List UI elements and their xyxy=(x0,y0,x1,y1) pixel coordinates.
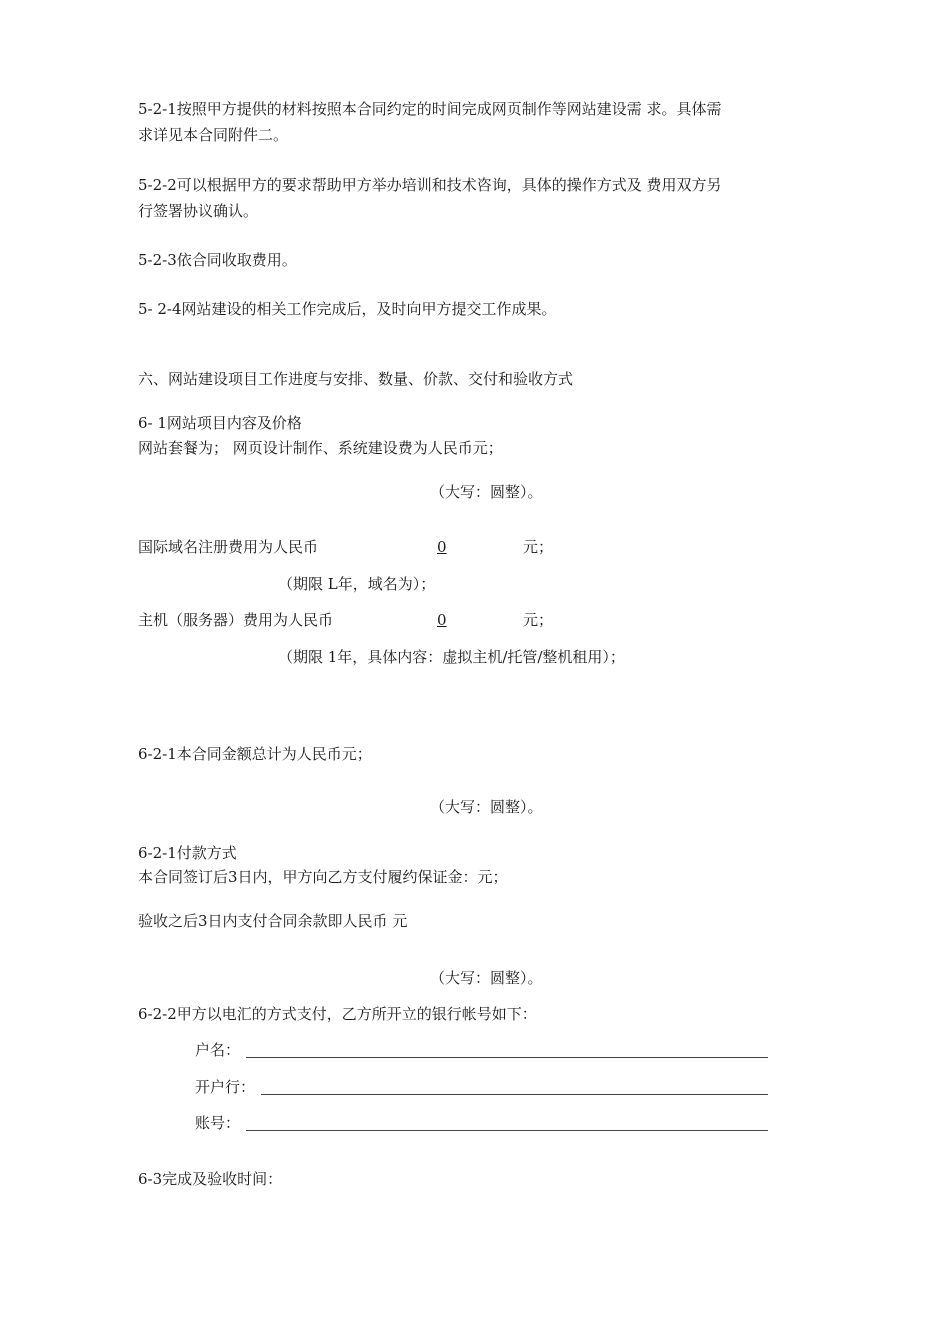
section-6-title: 六、网站建设项目工作进度与安排、数量、价款、交付和验收方式 xyxy=(138,370,574,388)
clause-6-2-1-payment: 6-2-1付款方式 xyxy=(138,844,237,862)
clause-5-2-2-line-1: 5-2-2可以根据甲方的要求帮助甲方举办培训和技术咨询，具体的操作方式及 费用双方另 xyxy=(138,176,722,194)
account-name-label: 户名： xyxy=(195,1041,241,1059)
account-number-blank xyxy=(246,1130,768,1131)
package-line: 网站套餐为； 网页设计制作、系统建设费为人民币元； xyxy=(138,439,503,457)
account-number-label: 账号： xyxy=(195,1114,241,1132)
domain-term-note: （期限 L年，域名为）； xyxy=(278,575,436,593)
clause-6-2-1-total: 6-2-1本合同金额总计为人民币元； xyxy=(138,745,372,763)
clause-6-3: 6-3完成及验收时间： xyxy=(138,1170,283,1188)
clause-5-2-1-line-1: 5-2-1按照甲方提供的材料按照本合同约定的时间完成网页制作等网站建设需 求。具体需 xyxy=(138,100,722,118)
clause-5-2-4: 5- 2-4网站建设的相关工作完成后，及时向甲方提交工作成果。 xyxy=(138,300,557,318)
host-fee-label: 主机（服务器）费用为人民币 xyxy=(138,611,334,629)
host-fee-unit: 元； xyxy=(523,611,554,629)
deposit-line: 本合同签订后3日内，甲方向乙方支付履约保证金：元； xyxy=(138,868,508,886)
capital-amount-3: （大写：圆整）。 xyxy=(430,969,543,987)
capital-amount-1: （大写：圆整）。 xyxy=(430,483,543,501)
host-term-note: （期限 1年，具体内容：虚拟主机/托管/整机租用）； xyxy=(278,648,625,666)
capital-amount-2: （大写：圆整）。 xyxy=(430,798,543,816)
clause-6-2-2: 6-2-2甲方以电汇的方式支付，乙方所开立的银行帐号如下： xyxy=(138,1005,537,1023)
bank-label: 开户行： xyxy=(195,1078,256,1096)
clause-6-1-title: 6- 1网站项目内容及价格 xyxy=(138,414,302,432)
clause-5-2-1-line-2: 求详见本合同附件二。 xyxy=(138,126,289,144)
domain-fee-amount: 0 xyxy=(437,538,447,556)
clause-5-2-3: 5-2-3依合同收取费用。 xyxy=(138,251,297,269)
host-fee-amount: 0 xyxy=(437,611,447,629)
balance-line: 验收之后3日内支付合同余款即人民币 元 xyxy=(138,912,408,930)
domain-fee-label: 国际域名注册费用为人民币 xyxy=(138,538,319,556)
account-name-blank xyxy=(246,1057,768,1058)
bank-blank xyxy=(261,1094,768,1095)
domain-fee-unit: 元； xyxy=(523,538,554,556)
clause-5-2-2-line-2: 行签署协议确认。 xyxy=(138,202,259,220)
